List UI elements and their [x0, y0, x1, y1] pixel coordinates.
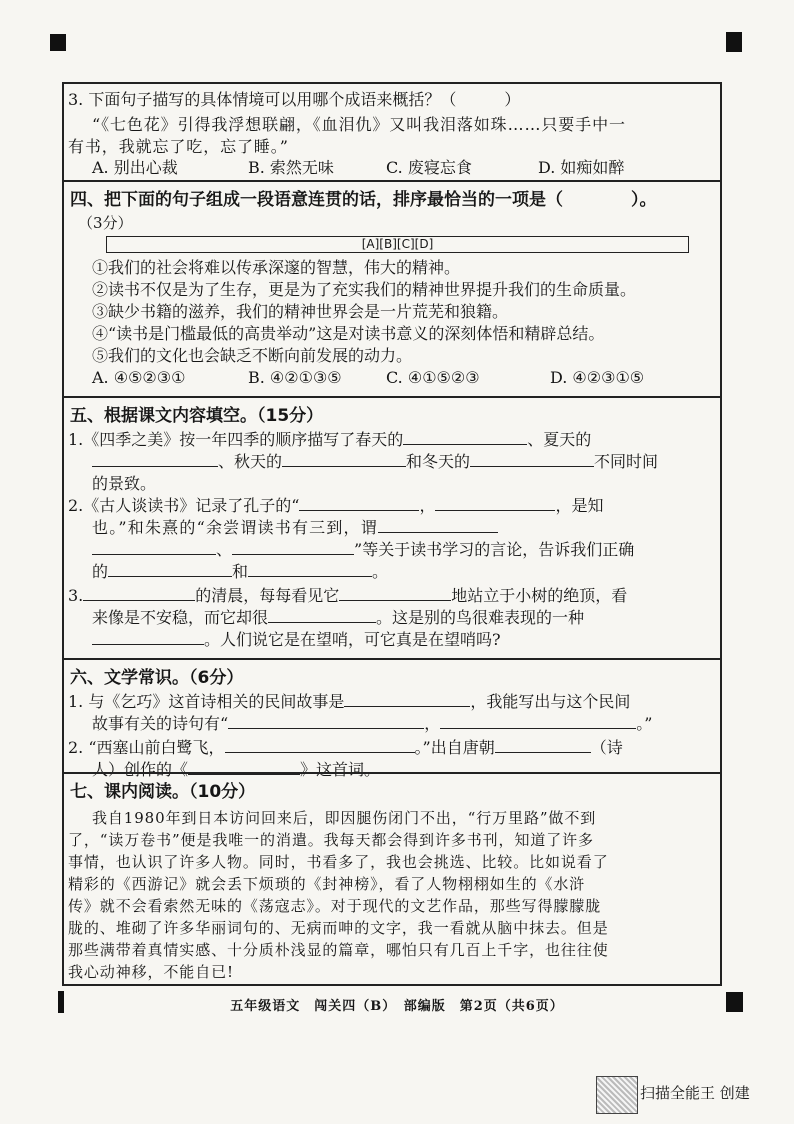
- s5-q3-text-a: 3.: [68, 586, 84, 605]
- s6-q2-line1: [68, 738, 623, 758]
- answer-choice-bar[interactable]: [A][B][C][D]: [106, 236, 689, 253]
- answer-blank[interactable]: [92, 452, 218, 467]
- s5-q2-line3: [92, 540, 634, 560]
- s6-q1-text-c: 故事有关的诗句有“: [92, 714, 229, 733]
- s5-q2-text-d: 也。”和朱熹的“余尝谓读书有三到，谓: [92, 518, 378, 537]
- passage-line-5: 传》就不会看索然无味的《荡寇志》。对于现代的文艺作品，那些写得朦朦胧: [68, 897, 602, 915]
- s6-q2-text-c: （诗: [590, 738, 623, 757]
- s6-q2-text-b: 。”出自唐朝: [414, 738, 495, 757]
- s5-q1-line2: [92, 452, 658, 472]
- answer-blank[interactable]: [299, 496, 419, 511]
- answer-blank[interactable]: [92, 630, 204, 645]
- answer-blank[interactable]: [228, 714, 424, 729]
- s5-q3-text-e: 。这是别的鸟很难表现的一种: [376, 608, 585, 627]
- scanner-watermark: 扫描全能王 创建: [640, 1084, 750, 1102]
- s5-q1-line1: [68, 430, 591, 450]
- section-4-title: 四、把下面的句子组成一段语意连贯的话，排序最恰当的一项是（ ）。: [70, 190, 657, 210]
- s5-q2-text-f: ”等关于读书学习的言论，告诉我们正确: [354, 540, 635, 559]
- s5-q2-text-e: 、: [216, 540, 233, 559]
- section-5-title: 五、根据课文内容填空。（15分）: [70, 406, 324, 426]
- registration-mark-top-left: [50, 34, 66, 51]
- q3-option-c: C. 废寝忘食: [386, 158, 472, 177]
- s4-option-d: D. ④②③①⑤: [550, 368, 645, 387]
- q3-quote-line-1: “《七色花》引得我浮想联翩，《血泪仇》又叫我泪落如珠……只要手中一: [92, 115, 626, 134]
- answer-blank[interactable]: [108, 562, 232, 577]
- answer-blank[interactable]: [232, 540, 354, 555]
- s4-option-b: B. ④②①③⑤: [248, 368, 342, 387]
- q3-option-d: D. 如痴如醉: [538, 158, 625, 177]
- passage-line-4: 精彩的《西游记》就会丢下烦琐的《封神榜》，看了人物栩栩如生的《水浒: [68, 875, 586, 893]
- section-4: [64, 180, 720, 398]
- s5-q3-text-d: 来像是不安稳，而它却很: [92, 608, 269, 627]
- s6-q1-text-a: 1. 与《乞巧》这首诗相关的民间故事是: [68, 692, 345, 711]
- s5-q1-text-f: 的景致。: [92, 474, 157, 493]
- q3-question: 3. 下面句子描写的具体情境可以用哪个成语来概括？（ ）: [68, 90, 521, 109]
- q3-option-b: B. 索然无味: [248, 158, 334, 177]
- s4-option-c: C. ④①⑤②③: [386, 368, 480, 387]
- q3-quote-line-2: 有书，我就忘了吃，忘了睡。”: [68, 137, 289, 156]
- s6-q1-line2: [92, 714, 652, 734]
- answer-blank[interactable]: [470, 452, 594, 467]
- s5-q3-text-b: 的清晨，每每看见它: [195, 586, 340, 605]
- section-7-title: 七、课内阅读。（10分）: [70, 782, 256, 802]
- s5-q3-text-f: 。人们说它是在望哨，可它真是在望哨吗?: [204, 630, 501, 649]
- exam-frame: [62, 82, 722, 986]
- answer-blank[interactable]: [248, 562, 372, 577]
- answer-blank[interactable]: [440, 714, 636, 729]
- s5-q1-text-d: 和冬天的: [406, 452, 471, 471]
- s6-q2-text-e: 》这首词。: [300, 760, 381, 779]
- s6-q2-text-a: 2. “西塞山前白鹭飞，: [68, 738, 225, 757]
- answer-blank[interactable]: [435, 496, 555, 511]
- registration-mark-top-right: [726, 32, 742, 52]
- scanner-logo: [596, 1076, 638, 1114]
- s4-option-a: A. ④⑤②③①: [92, 368, 186, 387]
- sentence-1: ①我们的社会将难以传承深邃的智慧，伟大的精神。: [92, 258, 461, 277]
- answer-blank[interactable]: [495, 738, 591, 753]
- sentence-2: ②读书不仅是为了生存，更是为了充实我们的精神世界提升我们的生命质量。: [92, 280, 637, 299]
- s6-q2-text-d: 人）创作的《: [92, 760, 189, 779]
- s5-q1-text-a: 1.《四季之美》按一年四季的顺序描写了春天的: [68, 430, 404, 449]
- s5-q2-text-b: ，: [419, 496, 436, 515]
- answer-blank[interactable]: [344, 692, 470, 707]
- answer-blank[interactable]: [339, 586, 451, 601]
- s5-q3-text-c: 地站立于小树的绝顶，看: [451, 586, 628, 605]
- s6-q1-line1: [68, 692, 630, 712]
- s5-q2-text-a: 2.《古人谈读书》记录了孔子的“: [68, 496, 300, 515]
- sentence-5: ⑤我们的文化也会缺乏不断向前发展的动力。: [92, 346, 413, 365]
- section-6-title: 六、文学常识。（6分）: [70, 668, 244, 688]
- answer-blank[interactable]: [92, 540, 216, 555]
- passage-line-7: 那些满带着真情实感、十分质朴浅显的篇章，哪怕只有几百上千字，也往往使: [68, 941, 609, 959]
- s5-q2-text-i: 。: [372, 562, 389, 581]
- s5-q2-text-c: ，是知: [555, 496, 604, 515]
- s6-q1-text-e: 。”: [636, 714, 653, 733]
- s5-q1-text-e: 不同时间: [594, 452, 659, 471]
- sentence-3: ③缺少书籍的滋养，我们的精神世界会是一片荒芜和狼籍。: [92, 302, 509, 321]
- s5-q2-line4: [92, 562, 388, 582]
- passage-line-6: 胧的、堆砌了许多华丽词句的、无病而呻的文字，我一看就从脑中抹去。但是: [68, 919, 609, 937]
- answer-blank[interactable]: [83, 586, 195, 601]
- passage-line-8: 我心动神移，不能自已!: [68, 963, 234, 981]
- answer-blank[interactable]: [225, 738, 415, 753]
- page-footer: 五年级语文 闯关四（B） 部编版 第2页（共6页）: [230, 999, 564, 1014]
- section-7: [64, 772, 720, 988]
- answer-blank[interactable]: [403, 430, 527, 445]
- s5-q3-line3: [92, 630, 501, 650]
- q3-option-a: A. 别出心裁: [92, 158, 178, 177]
- s5-q2-text-g: 的: [92, 562, 109, 581]
- s5-q2-text-h: 和: [232, 562, 249, 581]
- section-6: [64, 658, 720, 779]
- answer-blank[interactable]: [282, 452, 406, 467]
- s5-q3-line1: [68, 586, 627, 606]
- s5-q2-line2: [92, 518, 498, 538]
- s5-q3-line2: [92, 608, 584, 628]
- sentence-4: ④“读书是门槛最低的高贵举动”这是对读书意义的深刻体悟和精辟总结。: [92, 324, 605, 343]
- s5-q1-text-c: 、秋天的: [218, 452, 283, 471]
- passage-line-1: 我自1980年到日本访问回来后，即因腿伤闭门不出，“行万里路”做不到: [92, 809, 597, 827]
- passage-line-3: 事情，也认识了许多人物。同时，书看多了，我也会挑选、比较。比如说看了: [68, 853, 609, 871]
- s6-q1-text-b: ，我能写出与这个民间: [470, 692, 631, 711]
- s5-q1-text-b: 、夏天的: [527, 430, 592, 449]
- answer-blank[interactable]: [268, 608, 376, 623]
- answer-blank[interactable]: [378, 518, 498, 533]
- section-5: [64, 396, 720, 660]
- s6-q1-text-d: ，: [424, 714, 441, 733]
- passage-line-2: 了，“读万卷书”便是我唯一的消遣。我每天都会得到许多书刊，知道了许多: [68, 831, 594, 849]
- section-4-score: （3分）: [78, 214, 133, 232]
- s5-q2-line1: [68, 496, 603, 516]
